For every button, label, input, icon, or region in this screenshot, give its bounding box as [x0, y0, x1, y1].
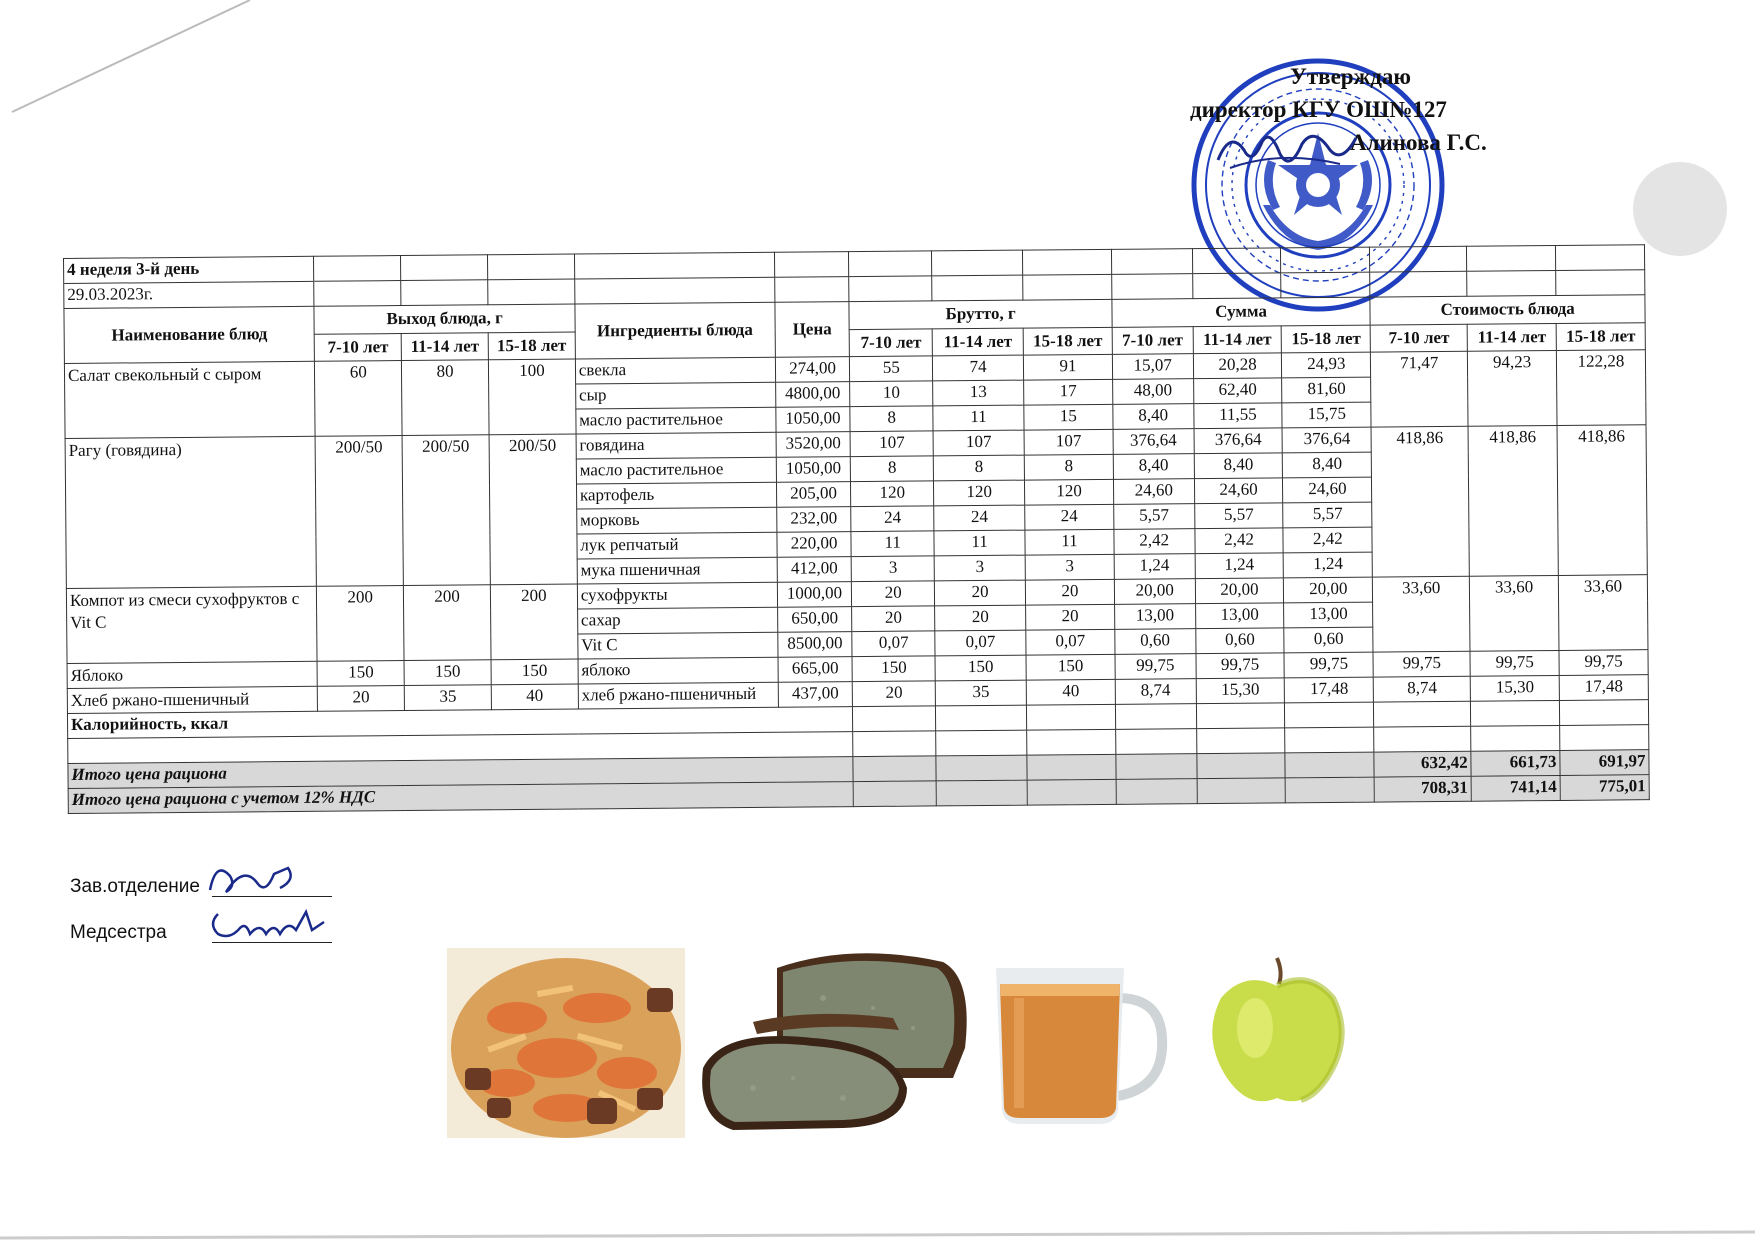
- dish-cost: 71,47: [1371, 351, 1469, 427]
- ingredient-brutto: 74: [933, 355, 1024, 381]
- ingredient-sum: 13,00: [1114, 604, 1195, 630]
- dish-output: 150: [404, 660, 491, 686]
- dish-cost: 33,60: [1470, 575, 1559, 651]
- ingredient-brutto: 20: [935, 605, 1026, 631]
- ingredient-sum: 0,60: [1195, 628, 1284, 654]
- ingredient-brutto: 0,07: [852, 631, 935, 657]
- head-label: Зав.отделение: [70, 876, 200, 897]
- dish-output: 150: [491, 659, 578, 685]
- head-signature: [200, 854, 310, 904]
- ingredient-brutto: 107: [933, 430, 1024, 456]
- ingredient-name: лук репчатый: [577, 532, 777, 559]
- ingredient-sum: 15,75: [1282, 402, 1371, 428]
- ingredient-sum: 15,30: [1196, 678, 1285, 704]
- ingredient-sum: 11,55: [1193, 403, 1282, 429]
- ingredient-sum: 24,93: [1282, 352, 1371, 378]
- dish-name: Салат свекольный с сыром: [64, 361, 315, 438]
- ingredient-name: сыр: [575, 382, 775, 409]
- ingredient-brutto: 3: [934, 555, 1025, 581]
- approval-title: Утверждаю: [1290, 64, 1411, 89]
- ingredient-price: 232,00: [776, 507, 851, 533]
- ingredient-sum: 2,42: [1195, 528, 1284, 554]
- nurse-label: Медсестра: [70, 922, 167, 943]
- ingredient-price: 1050,00: [776, 407, 851, 433]
- ingredient-price: 3520,00: [776, 432, 851, 458]
- ingredient-price: 412,00: [777, 557, 852, 583]
- compote-mug-photo: [990, 948, 1170, 1128]
- total-vat-value: 741,14: [1471, 775, 1560, 801]
- ingredient-sum: 5,57: [1283, 502, 1372, 528]
- week-day-label: 4 неделя 3-й день: [64, 256, 315, 283]
- ingredient-brutto: 91: [1023, 354, 1112, 380]
- dish-cost: 99,75: [1470, 650, 1559, 676]
- dish-output: 40: [491, 684, 578, 710]
- age-group-header: 7-10 лет: [1112, 326, 1193, 354]
- ingredient-sum: 17,48: [1285, 677, 1374, 703]
- ingredient-name: свекла: [575, 357, 775, 384]
- dish-cost: 99,75: [1559, 650, 1648, 676]
- ingredient-brutto: 17: [1024, 379, 1113, 405]
- total-ration-value: 632,42: [1374, 751, 1471, 777]
- ingredient-brutto: 35: [935, 680, 1026, 706]
- ingredient-sum: 1,24: [1114, 554, 1195, 580]
- ingredient-brutto: 3: [852, 556, 935, 582]
- ingredient-sum: 8,40: [1283, 452, 1372, 478]
- ingredient-name: мука пшеничная: [577, 557, 777, 584]
- ingredient-sum: 0,60: [1115, 629, 1196, 655]
- age-group-header: 7-10 лет: [850, 328, 933, 356]
- ingredient-brutto: 150: [935, 655, 1026, 681]
- age-group-header: 15-18 лет: [1556, 322, 1645, 350]
- dish-output: 100: [488, 359, 575, 435]
- age-group-header: 11-14 лет: [401, 332, 488, 360]
- ingredient-brutto: 150: [852, 656, 935, 682]
- ingredient-sum: 20,28: [1193, 353, 1282, 379]
- dish-output: 35: [404, 685, 491, 711]
- age-group-header: 7-10 лет: [315, 333, 402, 361]
- dish-cost: 418,86: [1557, 425, 1647, 576]
- ingredient-name: морковь: [577, 507, 777, 534]
- green-apple-photo: [1205, 948, 1350, 1113]
- menu-date: 29.03.2023г.: [64, 281, 315, 308]
- col-output: Выход блюда, г: [314, 304, 575, 334]
- ingredient-brutto: 10: [850, 381, 933, 407]
- ingredient-sum: 20,00: [1195, 578, 1284, 604]
- ingredient-sum: 48,00: [1112, 379, 1193, 405]
- ingredient-sum: 99,75: [1284, 652, 1373, 678]
- ingredient-price: 8500,00: [777, 632, 852, 658]
- total-ration-label: Итого цена рациона: [68, 757, 854, 789]
- ingredient-name: хлеб ржано-пшеничный: [578, 682, 778, 709]
- total-vat-value: 708,31: [1374, 776, 1471, 802]
- ingredient-sum: 15,07: [1112, 354, 1193, 380]
- ingredient-sum: 20,00: [1114, 579, 1195, 605]
- ingredient-brutto: 0,07: [935, 630, 1026, 656]
- ingredient-brutto: 120: [851, 481, 934, 507]
- ingredient-sum: 8,74: [1115, 679, 1196, 705]
- age-group-header: 11-14 лет: [932, 328, 1023, 356]
- ingredient-name: Vit C: [578, 632, 778, 659]
- ingredient-brutto: 24: [934, 505, 1025, 531]
- dish-cost: 17,48: [1559, 675, 1648, 701]
- ingredient-sum: 99,75: [1115, 654, 1196, 680]
- ingredient-brutto: 20: [852, 606, 935, 632]
- age-group-header: 15-18 лет: [1023, 327, 1112, 355]
- calories-label: Калорийность, ккал: [67, 707, 853, 739]
- ingredient-sum: 62,40: [1193, 378, 1282, 404]
- ingredient-sum: 8,40: [1113, 454, 1194, 480]
- dish-output: 200: [317, 586, 404, 662]
- dish-cost: 8,74: [1374, 676, 1471, 702]
- ingredient-brutto: 20: [853, 681, 936, 707]
- age-group-header: 11-14 лет: [1467, 323, 1556, 351]
- ingredient-brutto: 11: [933, 405, 1024, 431]
- ingredient-brutto: 24: [1025, 504, 1114, 530]
- ingredient-price: 220,00: [777, 532, 852, 558]
- ingredient-price: 665,00: [778, 657, 853, 683]
- dish-cost: 33,60: [1373, 576, 1471, 652]
- ingredient-brutto: 8: [850, 406, 933, 432]
- col-dish-name: Наименование блюд: [64, 306, 315, 363]
- dish-cost: 33,60: [1558, 575, 1648, 651]
- ingredient-brutto: 107: [850, 431, 933, 457]
- col-ingredients: Ингредиенты блюда: [575, 302, 775, 359]
- dish-output: 200/50: [402, 435, 490, 586]
- stew-photo: [447, 948, 685, 1138]
- ingredient-name: масло растительное: [576, 457, 776, 484]
- ingredient-price: 650,00: [777, 607, 852, 633]
- ingredient-price: 437,00: [778, 682, 853, 708]
- nurse-signature: [200, 900, 330, 950]
- menu-sheet: [63, 244, 1650, 814]
- dish-name: Компот из смеси сухофруктов с Vit C: [66, 586, 317, 663]
- ingredient-name: яблоко: [578, 657, 778, 684]
- ingredient-brutto: 107: [1024, 429, 1113, 455]
- total-ration-value: 661,73: [1471, 750, 1560, 776]
- ingredient-brutto: 20: [1025, 579, 1114, 605]
- ingredient-brutto: 20: [852, 581, 935, 607]
- ingredient-brutto: 150: [1026, 654, 1115, 680]
- dish-name: Яблоко: [67, 661, 318, 688]
- ingredient-brutto: 40: [1026, 679, 1115, 705]
- dish-output: 80: [402, 360, 489, 436]
- ingredient-sum: 8,40: [1194, 453, 1283, 479]
- approval-position: директор КГУ ОШ№127: [1190, 97, 1447, 122]
- ingredient-name: сухофрукты: [577, 582, 777, 609]
- ingredient-sum: 376,64: [1282, 427, 1371, 453]
- age-group-header: 11-14 лет: [1193, 325, 1282, 353]
- ingredient-sum: 1,24: [1195, 553, 1284, 579]
- ingredient-brutto: 8: [851, 456, 934, 482]
- ingredient-brutto: 8: [1024, 454, 1113, 480]
- age-group-header: 15-18 лет: [488, 332, 575, 360]
- col-cost: Стоимость блюда: [1370, 295, 1645, 325]
- ingredient-price: 1050,00: [776, 457, 851, 483]
- dish-output: 20: [318, 686, 405, 712]
- ingredient-brutto: 20: [1026, 604, 1115, 630]
- rye-bread-photo: [693, 948, 973, 1138]
- head-signature-line: [70, 876, 200, 898]
- ingredient-sum: 376,64: [1113, 429, 1194, 455]
- ingredient-sum: 2,42: [1114, 529, 1195, 555]
- dish-cost: 15,30: [1470, 675, 1559, 701]
- ingredient-sum: 99,75: [1196, 653, 1285, 679]
- ingredient-brutto: 120: [1025, 479, 1114, 505]
- gray-dot: [1633, 162, 1727, 256]
- dish-cost: 122,28: [1556, 350, 1646, 426]
- ingredient-brutto: 20: [935, 580, 1026, 606]
- ingredient-sum: 13,00: [1284, 602, 1373, 628]
- age-group-header: 15-18 лет: [1282, 325, 1371, 353]
- ingredient-brutto: 11: [851, 531, 934, 557]
- ingredient-sum: 24,60: [1283, 477, 1372, 503]
- ingredient-sum: 1,24: [1284, 552, 1373, 578]
- approval-name: Алинова Г.С.: [1350, 130, 1487, 155]
- ingredient-brutto: 0,07: [1026, 629, 1115, 655]
- nurse-signature-line: [70, 922, 167, 944]
- dish-name: Хлеб ржано-пшеничный: [67, 686, 318, 713]
- ingredient-price: 205,00: [776, 482, 851, 508]
- total-vat-label: Итого цена рациона с учетом 12% НДС: [68, 782, 854, 814]
- col-price: Цена: [775, 302, 850, 358]
- dish-cost: 99,75: [1373, 651, 1470, 677]
- ingredient-brutto: 15: [1024, 404, 1113, 430]
- dish-name: Рагу (говядина): [65, 436, 317, 588]
- ingredient-sum: 24,60: [1194, 478, 1283, 504]
- ingredient-brutto: 24: [851, 506, 934, 532]
- dish-cost: 94,23: [1468, 350, 1557, 426]
- ingredient-sum: 5,57: [1114, 504, 1195, 530]
- ingredient-price: 274,00: [775, 357, 850, 383]
- ingredient-sum: 0,60: [1284, 627, 1373, 653]
- ingredient-sum: 5,57: [1194, 503, 1283, 529]
- dish-output: 200: [404, 585, 491, 661]
- ingredient-name: картофель: [576, 482, 776, 509]
- ingredient-sum: 8,40: [1113, 404, 1194, 430]
- ingredient-brutto: 3: [1025, 554, 1114, 580]
- dish-output: 200/50: [489, 434, 577, 585]
- ingredient-brutto: 13: [933, 380, 1024, 406]
- dish-cost: 418,86: [1468, 425, 1558, 576]
- dish-rows: [64, 350, 1648, 714]
- ingredient-sum: 13,00: [1195, 603, 1284, 629]
- ingredient-price: 4800,00: [775, 382, 850, 408]
- col-brutto: Брутто, г: [849, 299, 1112, 329]
- col-sum: Сумма: [1112, 297, 1371, 327]
- dish-output: 60: [315, 361, 402, 437]
- ingredient-sum: 20,00: [1284, 577, 1373, 603]
- ingredient-name: сахар: [577, 607, 777, 634]
- dish-cost: 418,86: [1371, 426, 1469, 577]
- dish-output: 150: [317, 661, 404, 687]
- ingredient-name: масло растительное: [576, 407, 776, 434]
- ingredient-brutto: 11: [1025, 529, 1114, 555]
- ingredient-sum: 376,64: [1194, 428, 1283, 454]
- ingredient-name: говядина: [576, 432, 776, 459]
- ingredient-brutto: 55: [850, 356, 933, 382]
- ingredient-brutto: 11: [934, 530, 1025, 556]
- director-signature: [1210, 120, 1360, 180]
- total-ration-value: 691,97: [1560, 750, 1649, 776]
- ingredient-sum: 81,60: [1282, 377, 1371, 403]
- total-vat-value: 775,01: [1560, 775, 1649, 801]
- menu-table: [63, 244, 1650, 814]
- ingredient-brutto: 8: [933, 455, 1024, 481]
- dish-output: 200/50: [315, 436, 403, 587]
- ingredient-price: 1000,00: [777, 582, 852, 608]
- age-group-header: 7-10 лет: [1370, 324, 1467, 352]
- dish-output: 200: [490, 584, 577, 660]
- ingredient-brutto: 120: [934, 480, 1025, 506]
- ingredient-sum: 24,60: [1113, 479, 1194, 505]
- ingredient-sum: 2,42: [1283, 527, 1372, 553]
